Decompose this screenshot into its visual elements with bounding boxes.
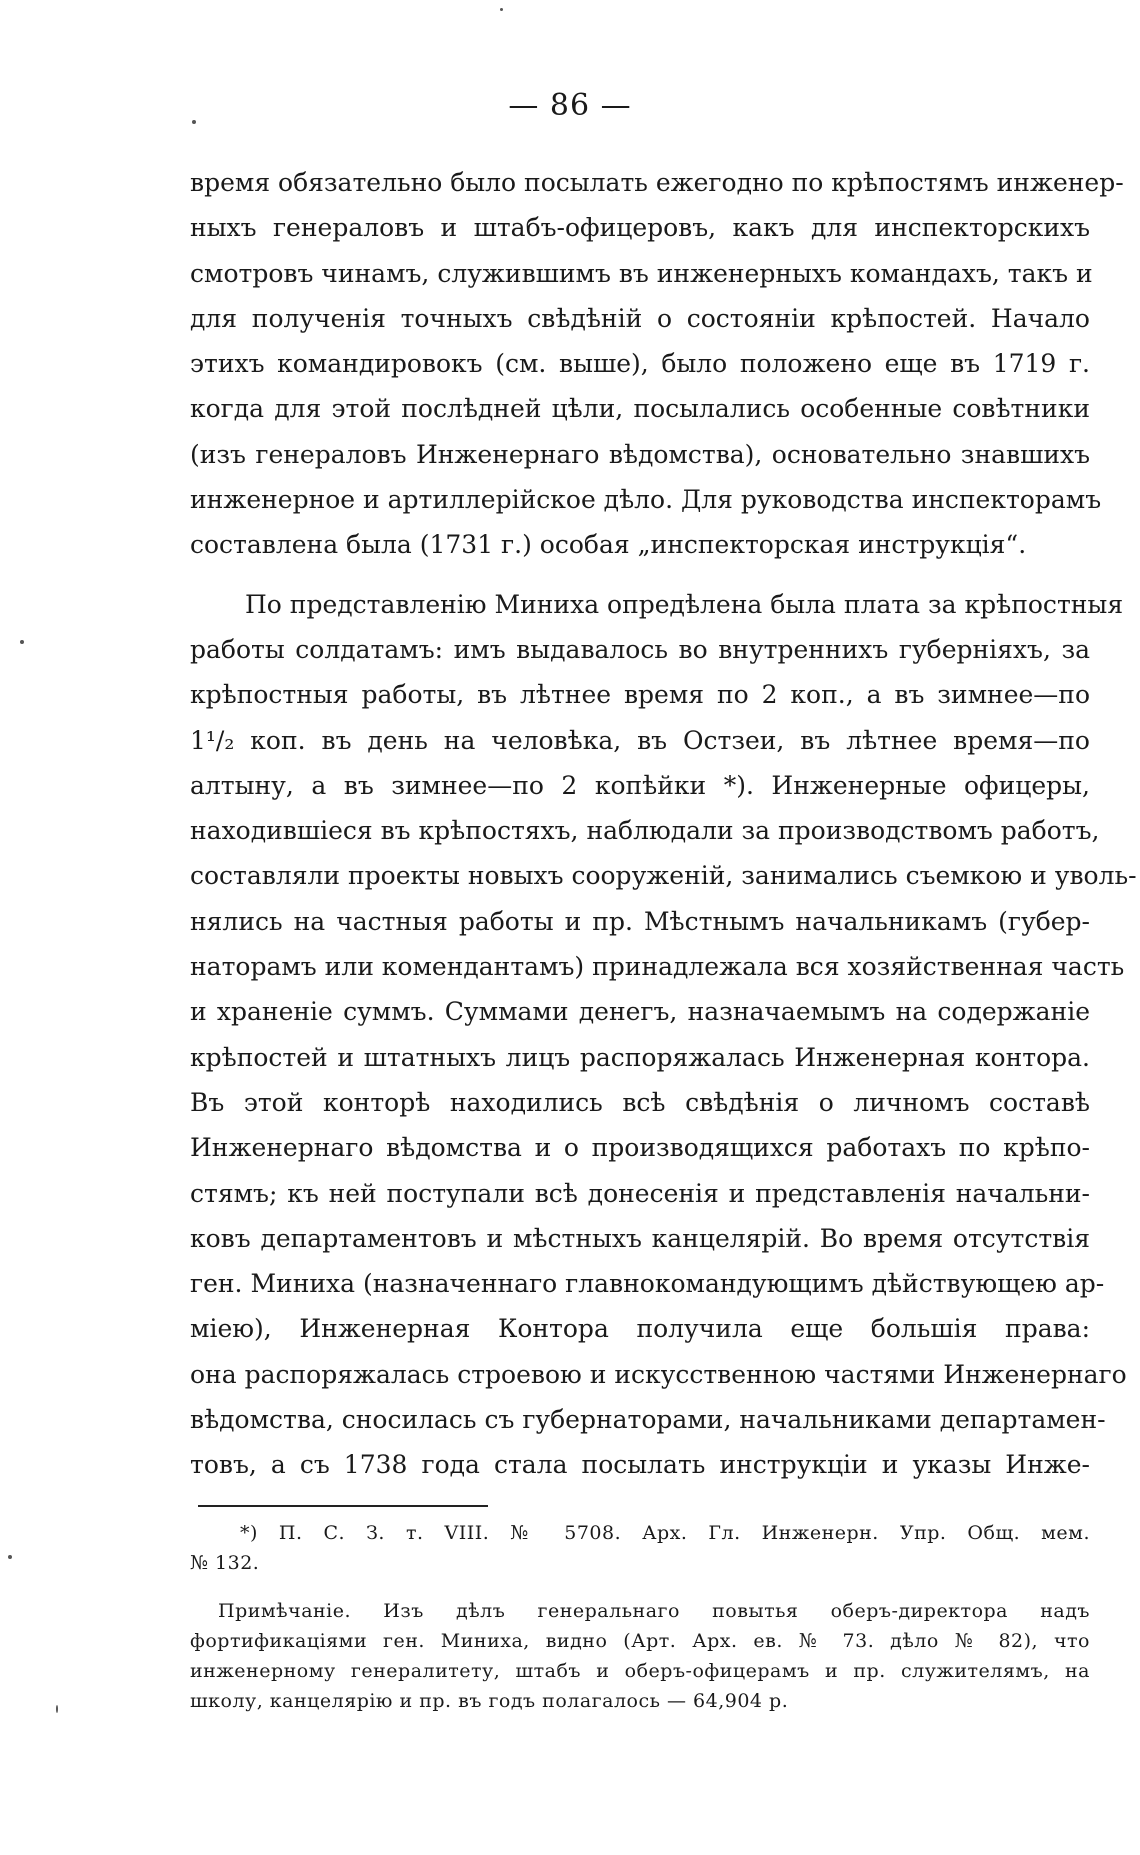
- text-line: этихъ командировокъ (см. выше), было положено еще въ 1719 г.: [190, 349, 1090, 379]
- text-line: нялись на частныя работы и пр. Мѣстнымъ начальникамъ (губер-: [190, 906, 1090, 936]
- text-line: По представленію Миниха опредѣлена была плата за крѣпостныя: [245, 589, 1124, 619]
- text-line: и храненіе суммъ. Суммами денегъ, назначаемымъ на содержаніе: [190, 997, 1090, 1027]
- text-line: 1¹/₂ коп. въ день на человѣка, въ Остзеи, въ лѣтнее время—по: [190, 725, 1090, 755]
- text-line: ныхъ генераловъ и штабъ-офицеровъ, какъ для инспекторскихъ: [190, 213, 1090, 243]
- text-line: работы солдатамъ: имъ выдавалось во внутреннихъ губерніяхъ, за: [190, 634, 1090, 664]
- scan-speck: [56, 1705, 58, 1713]
- text-line: наторамъ или комендантамъ) принадлежала вся хозяйственная часть: [190, 952, 1125, 982]
- scan-speck: [20, 640, 24, 644]
- text-line: вѣдомства, сносилась съ губернаторами, начальниками департамен-: [190, 1405, 1106, 1435]
- text-line: міею), Инженерная Контора получила еще большія права:: [190, 1314, 1090, 1344]
- footnote-line: *) П. С. З. т. VIII. № 5708. Арх. Гл. Инженерн. Упр. Общ. мем.: [240, 1522, 1090, 1544]
- text-line: составляли проекты новыхъ сооруженій, занимались съемкою и уволь-: [190, 861, 1137, 891]
- footnote-line: № 132.: [190, 1552, 260, 1574]
- footnotes: [190, 1518, 1090, 1716]
- scan-speck: [500, 8, 503, 11]
- text-line: ген. Миниха (назначеннаго главнокомандующимъ дѣйствующею ар-: [190, 1269, 1105, 1299]
- text-line: время обязательно было посылать ежегодно по крѣпостямъ инженер-: [190, 168, 1124, 197]
- text-line: смотровъ чинамъ, служившимъ въ инженерныхъ командахъ, такъ и: [190, 258, 1093, 288]
- text-line: когда для этой послѣдней цѣли, посылались особенные совѣтники: [190, 394, 1090, 424]
- text-line: Въ этой конторѣ находились всѣ свѣдѣнія о личномъ составѣ: [190, 1087, 1090, 1117]
- text-line: ковъ департаментовъ и мѣстныхъ канцелярій. Во время отсутствія: [190, 1223, 1090, 1253]
- scan-speck: [8, 1555, 12, 1559]
- text-line: товъ, а съ 1738 года стала посылать инструкціи и указы Инже-: [190, 1450, 1090, 1480]
- text-line: стямъ; къ ней поступали всѣ донесенія и представленія начальни-: [190, 1178, 1090, 1208]
- text-line: для полученія точныхъ свѣдѣній о состояніи крѣпостей. Начало: [190, 303, 1090, 333]
- text-line: (изъ генераловъ Инженернаго вѣдомства), основательно знавшихъ: [190, 439, 1090, 469]
- text-line: крѣпостей и штатныхъ лицъ распоряжалась Инженерная контора.: [190, 1042, 1090, 1072]
- body-text: [190, 160, 1137, 1488]
- footnote-line: школу, канцелярію и пр. въ годъ полагалось — 64,904 р.: [190, 1690, 789, 1712]
- text-line: Инженернаго вѣдомства и о производящихся работахъ по крѣпо-: [190, 1133, 1090, 1163]
- text-line: крѣпостныя работы, въ лѣтнее время по 2 коп., а въ зимнее—по: [190, 680, 1090, 710]
- scan-speck: [192, 120, 196, 124]
- footnote-divider: [198, 1505, 488, 1507]
- footnote-line: инженерному генералитету, штабъ и оберъ-офицерамъ и пр. служителямъ, на: [190, 1660, 1090, 1682]
- text-line: она распоряжалась строевою и искусственною частями Инженернаго: [190, 1359, 1127, 1389]
- footnote-line: фортификаціями ген. Миниха, видно (Арт. Арх. ев. № 73. дѣло № 82), что: [190, 1630, 1090, 1652]
- text-line: составлена была (1731 г.) особая „инспекторская инструкція“.: [190, 530, 1027, 560]
- page-number: — 86 —: [508, 88, 632, 123]
- text-line: находившіеся въ крѣпостяхъ, наблюдали за производствомъ работъ,: [190, 816, 1100, 846]
- text-line: инженерное и артиллерійское дѣло. Для руководства инспекторамъ: [190, 485, 1102, 515]
- footnote-line: Примѣчаніе. Изъ дѣлъ генеральнаго повытья оберъ-директора надъ: [218, 1600, 1090, 1622]
- text-line: алтыну, а въ зимнее—по 2 копѣйки *). Инженерные офицеры,: [190, 770, 1090, 800]
